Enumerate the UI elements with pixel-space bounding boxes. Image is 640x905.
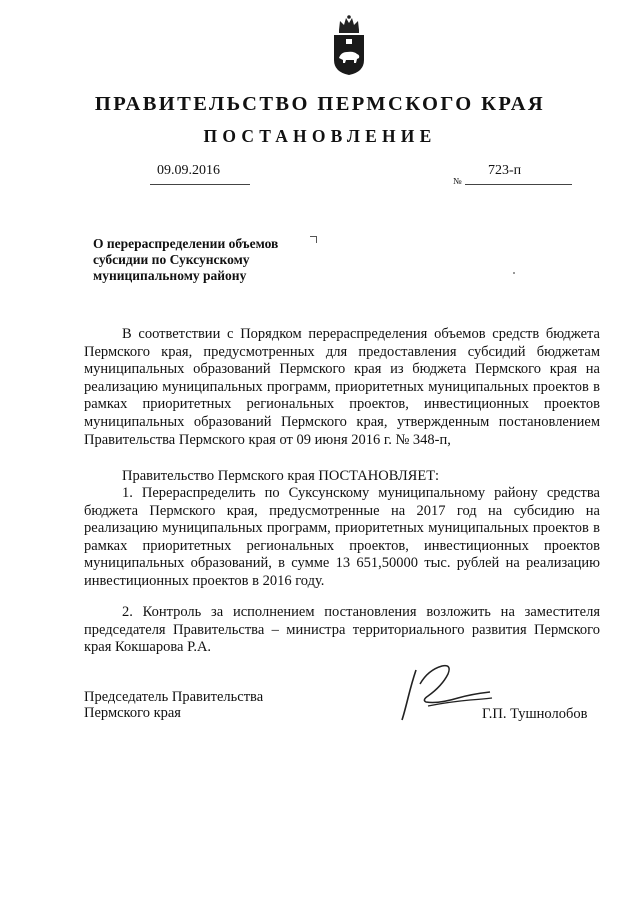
date-underline — [150, 184, 250, 185]
body-paragraph-item-1: 1. Перераспределить по Суксунскому муниципальному району средства бюджета Пермского края, предусмотренные на 2017 год на субсидию на реализацию муниципальных программ, приоритетных муниципальных проектов в рамках приоритетных региональных проектов, инвестиционных проектов муниципальных образований, в сумме 13 651,50000 тыс. рублей на реализацию инвестиционных проектов в 2016 году. — [84, 485, 600, 589]
document-number: 723-п — [488, 163, 522, 178]
number-sign: № — [453, 176, 462, 186]
signer-role-line-2: Пермского края — [84, 704, 181, 721]
signer-name: Г.П. Тушнолобов — [482, 706, 588, 722]
signer-role-line-1: Председатель Правительства — [84, 689, 264, 705]
document-subject: О перераспределении объемов субсидии по Суксунскому муниципальному району — [93, 236, 279, 283]
document-type-title: ПОСТАНОВЛЕНИЕ — [203, 126, 437, 146]
body-paragraph-basis: В соответствии с Порядком перераспределения объемов средств бюджета Пермского края, предусмотренных для предоставления субсидий бюджетам муниципальных образований Пермского края из бюджета Пермского края на реализацию муниципальных программ, приоритетных муниципальных проектов в рамках приоритетных региональных проектов, инвестиционных проектов муниципальных образований Пермского края, утвержденным постановлением Правительства Пермского края от 09 июня 2016 г. № 348-п, — [84, 326, 600, 448]
body-paragraph-resolves: Правительство Пермского края ПОСТАНОВЛЯЕТ: — [122, 468, 440, 484]
signer-role — [84, 690, 263, 721]
subject-corner-mark — [310, 236, 317, 243]
number-underline — [465, 184, 572, 185]
government-title: ПРАВИТЕЛЬСТВО ПЕРМСКОГО КРАЯ — [94, 93, 546, 115]
document-date: 09.09.2016 — [157, 163, 220, 178]
body-paragraph-item-2: 2. Контроль за исполнением постановления возложить на заместителя председателя Правительства – министра территориального развития Пермского края Кокшарова Р.А. — [84, 604, 600, 656]
scan-speck — [513, 272, 515, 274]
perm-krai-coat-of-arms-icon — [332, 14, 366, 76]
